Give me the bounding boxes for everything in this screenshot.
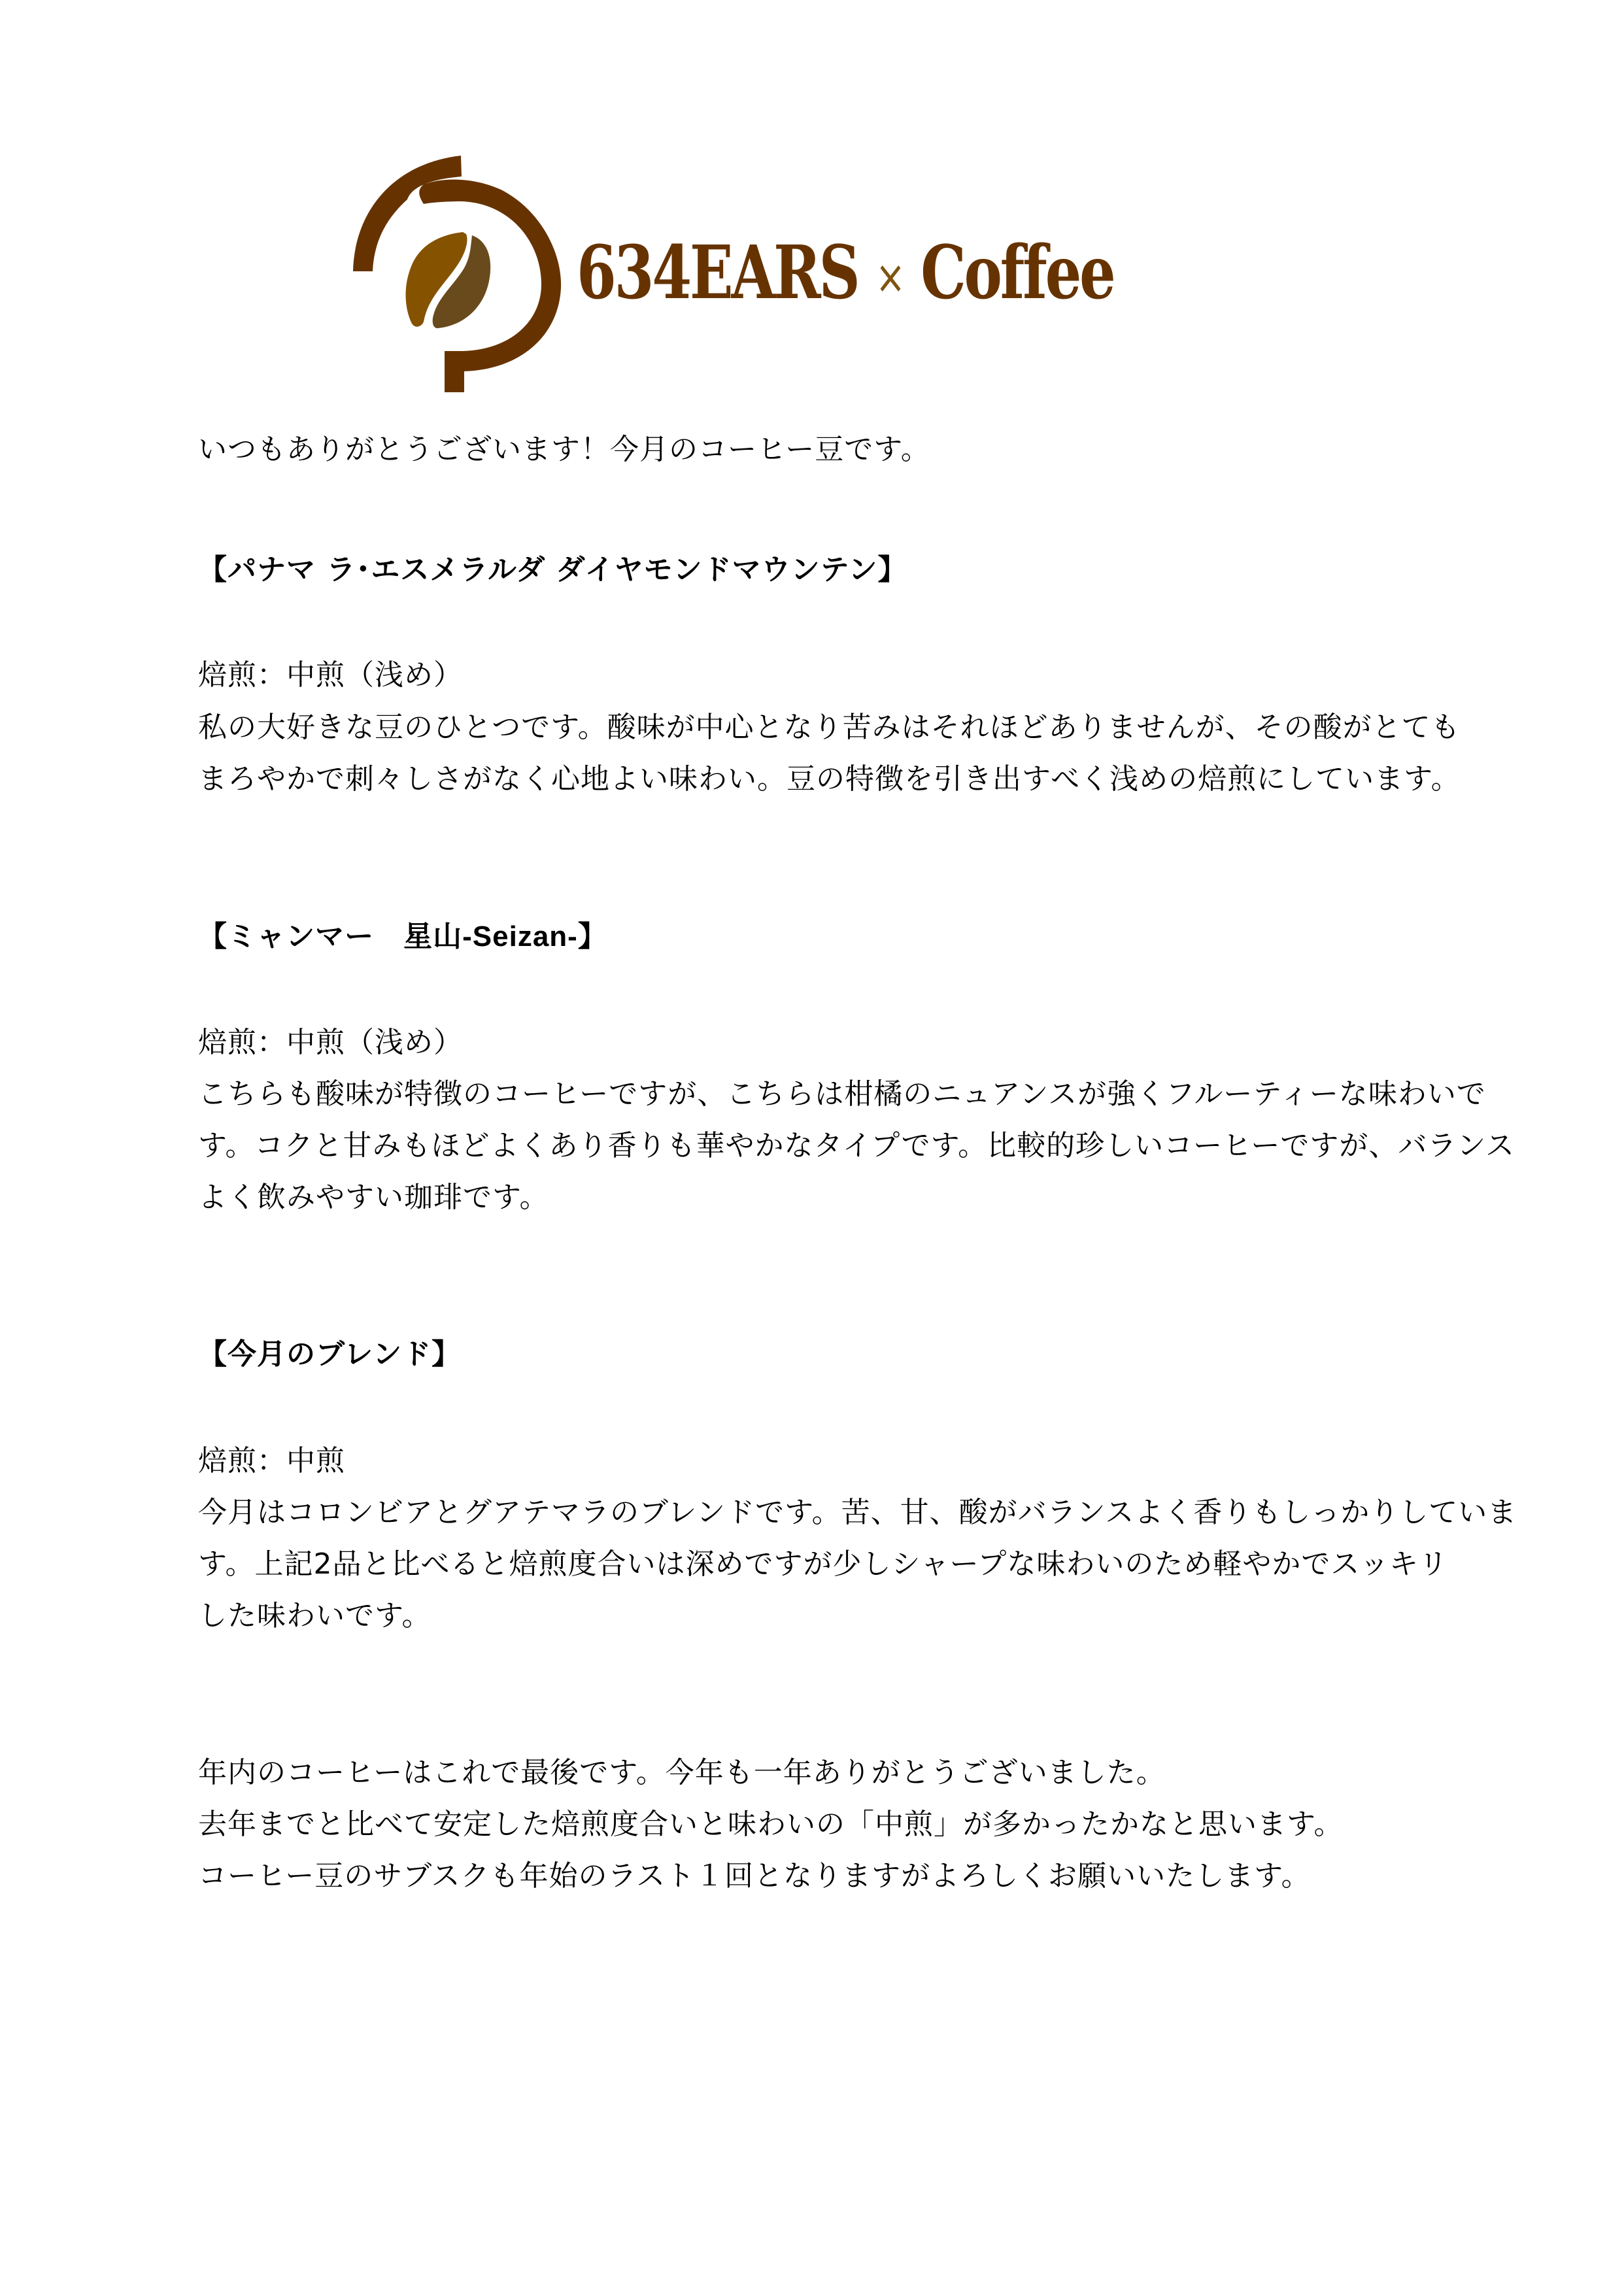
description-line: す。コクと甘みもほどよくあり香りも華やかなタイプです。比較的珍しいコーヒーですが、バランス	[198, 1129, 1515, 1162]
title-suffix: 】	[577, 920, 607, 953]
cross-separator: ×	[875, 250, 904, 304]
description-line: 今月はコロンビアとグアテマラのブレンドです。苦、甘、酸がバランスよく香りもしっかりしていま	[198, 1496, 1517, 1529]
coffee-bean-logo-icon	[347, 150, 562, 392]
brand-wordmark	[577, 228, 1114, 319]
section-title-myanmar	[198, 911, 607, 962]
roast-level-panama: 焙煎：中煎（浅め）	[198, 658, 463, 692]
intro-text: いつもありがとうございます！今月のコーヒー豆です。	[198, 433, 930, 466]
description-line: まろやかで刺々しさがなく心地よい味わい。豆の特徴を引き出すべく浅めの焙煎にしています。	[198, 762, 1461, 796]
description-line: す。上記2品と比べると焙煎度合いは深めですが少しシャープな味わいのため軽やかでスッキリ	[198, 1547, 1448, 1581]
closing-line: 年内のコーヒーはこれで最後です。今年も一年ありがとうございました。	[198, 1756, 1166, 1789]
brand-logo	[347, 150, 1301, 399]
description-line: よく飲みやすい珈琲です。	[198, 1181, 549, 1214]
closing-line: 去年までと比べて安定した焙煎度合いと味わいの「中煎」が多かったかなと思います。	[198, 1808, 1344, 1841]
closing-line: コーヒー豆のサブスクも年始のラスト１回となりますがよろしくお願いいたします。	[198, 1859, 1311, 1893]
description-line: こちらも酸味が特徴のコーヒーですが、こちらは柑橘のニュアンスが強くフルーティーな味わいで	[198, 1077, 1486, 1111]
roast-level-blend: 焙煎：中煎	[198, 1444, 345, 1477]
brand-product: Coffee	[921, 230, 1114, 316]
description-line: 私の大好きな豆のひとつです。酸味が中心となり苦みはそれほどありませんが、その酸がとても	[198, 711, 1461, 744]
roast-level-myanmar: 焙煎：中煎（浅め）	[198, 1026, 463, 1059]
title-latin: -Seizan-	[462, 920, 578, 953]
description-line: した味わいです。	[198, 1599, 431, 1632]
title-prefix: 【ミャンマー 星山	[198, 920, 463, 953]
section-title-blend: 【今月のブレンド】	[198, 1338, 462, 1371]
section-title-panama: 【パナマ ラ･エスメラルダ ダイヤモンドマウンテン】	[198, 553, 907, 586]
brand-name: 634EARS	[577, 230, 858, 316]
